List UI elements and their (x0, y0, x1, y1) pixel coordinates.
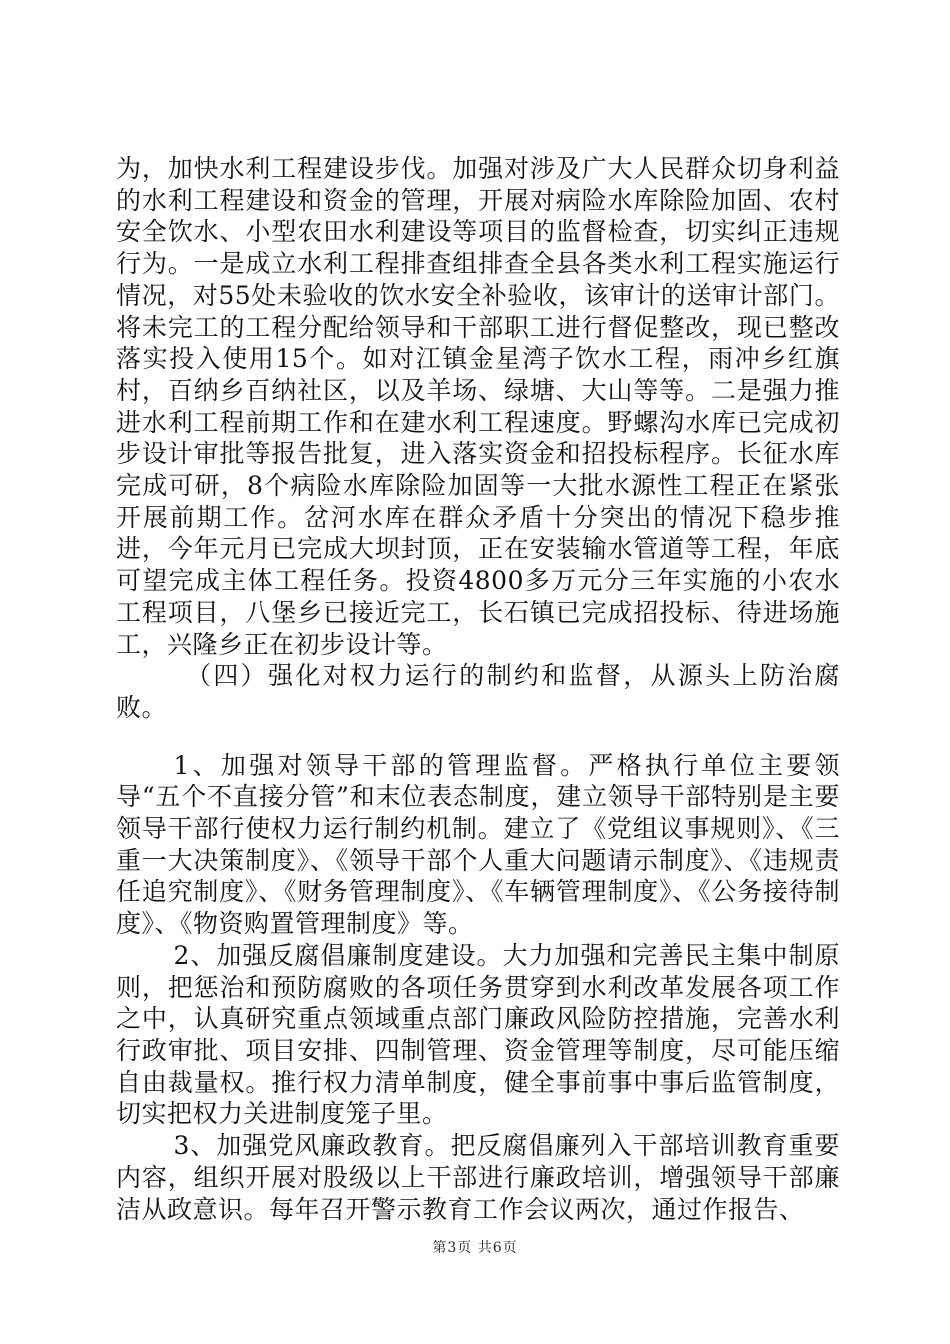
page-number-footer: 第3页 共6页 (432, 1240, 518, 1256)
paragraph-water-projects: 为，加快水利工程建设步伐。加强对涉及广大人民群众切身利益的水利工程建设和资金的管理，开展对病险水库除险加固、农村安全饮水、小型农田水利建设等项目的监督检查，切实纠正违规行为。一是成立水利工程排查组排查全县各类水利工程实施运行情况，对55处未验收的饮水安全补验收，该审计的送审计部门。将未完工的工程分配给领导和干部职工进行督促整改，现已整改落实投入使用15个。如对江镇金星湾子饮水工程，雨冲乡红旗村，百纳乡百纳社区，以及羊场、绿塘、大山等等。二是强力推进水利工程前期工作和在建水利工程速度。野螺沟水库已完成初步设计审批等报告批复，进入落实资金和招投标程序。长征水库完成可研，8个病险水库除险加固等一大批水源性工程正在紧张开展前期工作。岔河水库在群众矛盾十分突出的情况下稳步推进，今年元月已完成大坝封顶，正在安装输水管道等工程，年底可望完成主体工程任务。投资4800多万元分三年实施的小农水工程项目，八堡乡已接近完工，长石镇已完成招投标、待进场施工，兴隆乡正在初步设计等。 (116, 154, 840, 659)
paragraph-anticorruption-system: 2、加强反腐倡廉制度建设。大力加强和完善民主集中制原则，把惩治和预防腐败的各项任务贯穿到水利改革发展各项工作之中，认真研究重点领域重点部门廉政风险防控措施，完善水利行政审批、项目安排、四制管理、资金管理等制度，尽可能压缩自由裁量权。推行权力清单制度，健全事前事中事后监管制度，切实把权力关进制度笼子里。 (116, 940, 840, 1129)
paragraph-integrity-education: 3、加强党风廉政教育。把反腐倡廉列入干部培训教育重要内容，组织开展对股级以上干部进行廉政培训，增强领导干部廉洁从政意识。每年召开警示教育工作会议两次，通过作报告、 (116, 1131, 840, 1224)
section-heading-power-oversight: （四）强化对权力运行的制约和监督，从源头上防治腐败。 (116, 661, 840, 722)
document-body (116, 153, 840, 1225)
paragraph-leadership-supervision: 1、加强对领导干部的管理监督。严格执行单位主要领导“五个不直接分管”和末位表态制度，建立领导干部特别是主要领导干部行使权力运行制约机制。建立了《党组议事规则》、《三重一大决策制度》、《领导干部个人重大问题请示制度》、《违规责任追究制度》、《财务管理制度》、《车辆管理制度》、《公务接待制度》、《物资购置管理制度》等。 (116, 750, 840, 939)
